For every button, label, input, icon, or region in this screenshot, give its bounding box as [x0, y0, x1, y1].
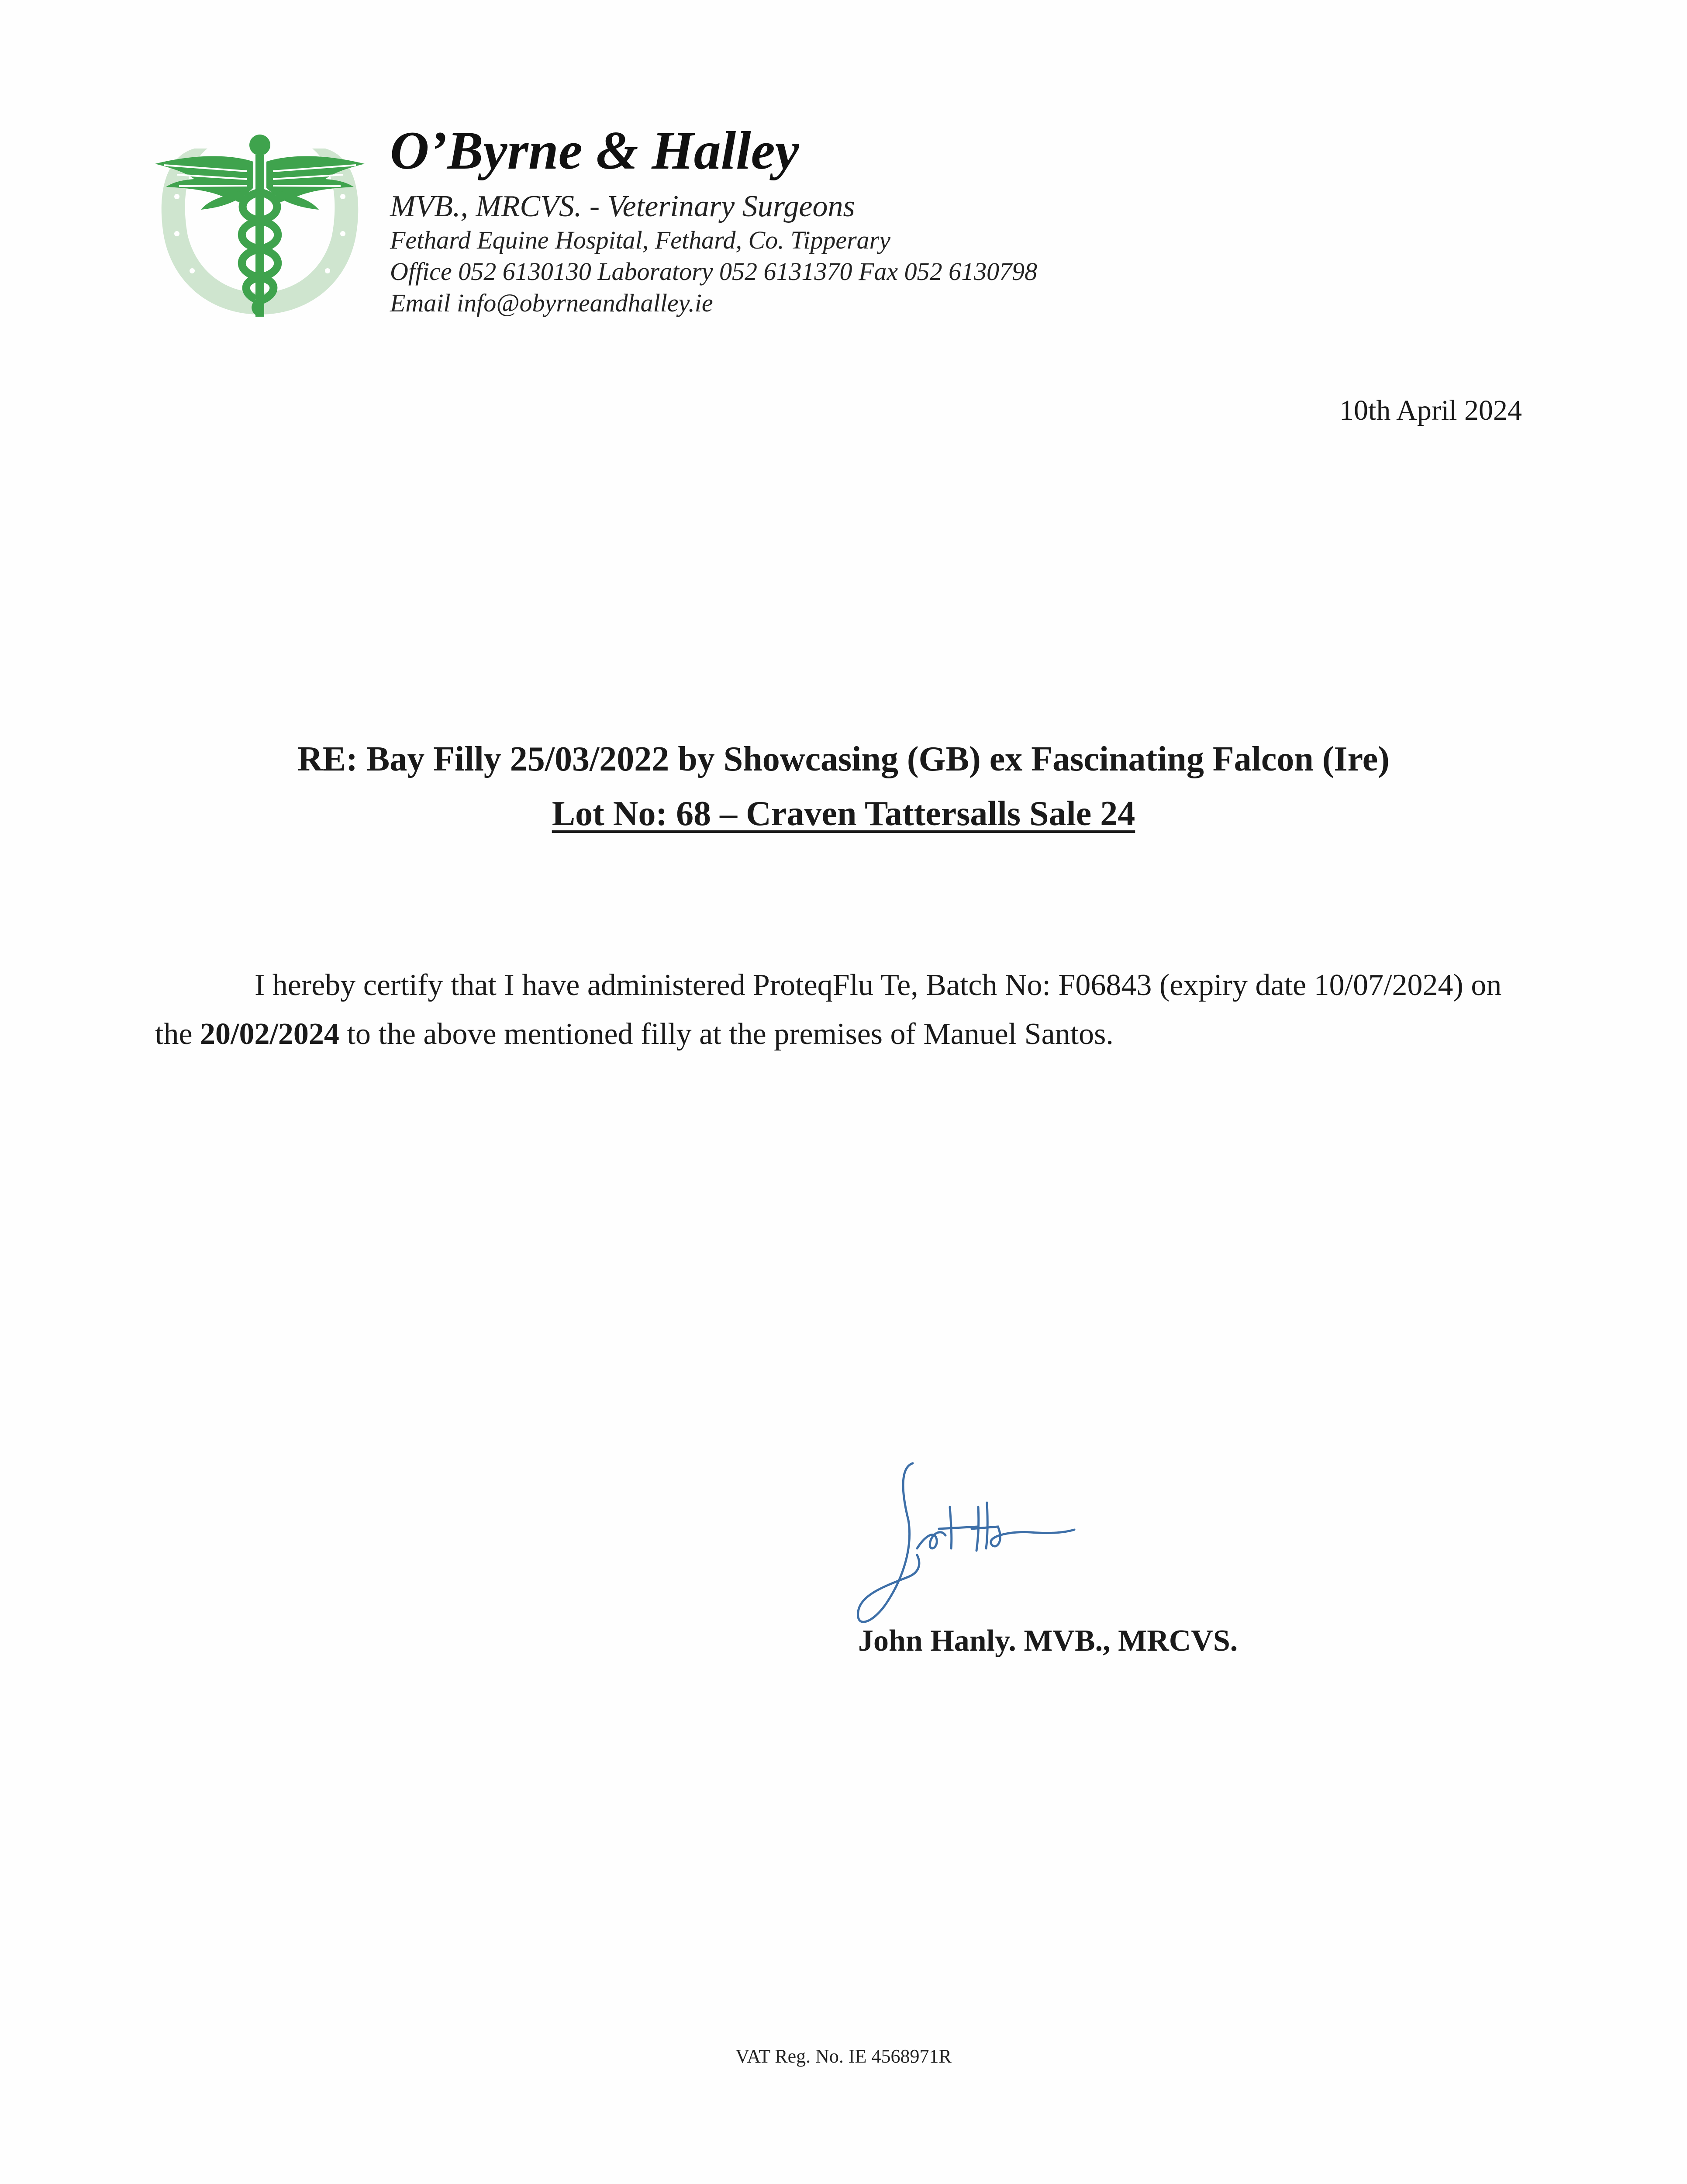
subject-line-lot: Lot No: 68 – Craven Tattersalls Sale 24: [552, 795, 1135, 833]
administration-date: 20/02/2024: [200, 1017, 339, 1051]
letterhead: [390, 118, 1438, 319]
handwritten-signature-icon: [847, 1455, 1092, 1642]
body-text-part2: to the above mentioned filly at the premises of Manuel Santos.: [339, 1017, 1114, 1051]
vat-registration: VAT Reg. No. IE 4568971R: [735, 2046, 952, 2067]
certification-paragraph: [155, 961, 1544, 1059]
firm-address: Fethard Equine Hospital, Fethard, Co. Tipperary: [390, 226, 890, 254]
firm-qualifications: MVB., MRCVS. - Veterinary Surgeons: [390, 190, 855, 223]
body-text-part1: I hereby certify that I have administered ProteqFlu Te, Batch No: F06843 (expiry date 10/07/2024) on the: [155, 968, 1502, 1051]
firm-email: Email info@obyrneandhalley.ie: [390, 289, 713, 317]
firm-phones: Office 052 6130130 Laboratory 052 6131370 Fax 052 6130798: [390, 257, 1038, 286]
letter-date: 10th April 2024: [1339, 394, 1522, 426]
signer-name: John Hanly. MVB., MRCVS.: [858, 1624, 1238, 1658]
subject-line-horse: RE: Bay Filly 25/03/2022 by Showcasing (GB) ex Fascinating Falcon (Ire): [297, 740, 1390, 778]
firm-name: O’Byrne & Halley: [390, 121, 799, 180]
caduceus-horseshoe-icon: [146, 131, 373, 328]
